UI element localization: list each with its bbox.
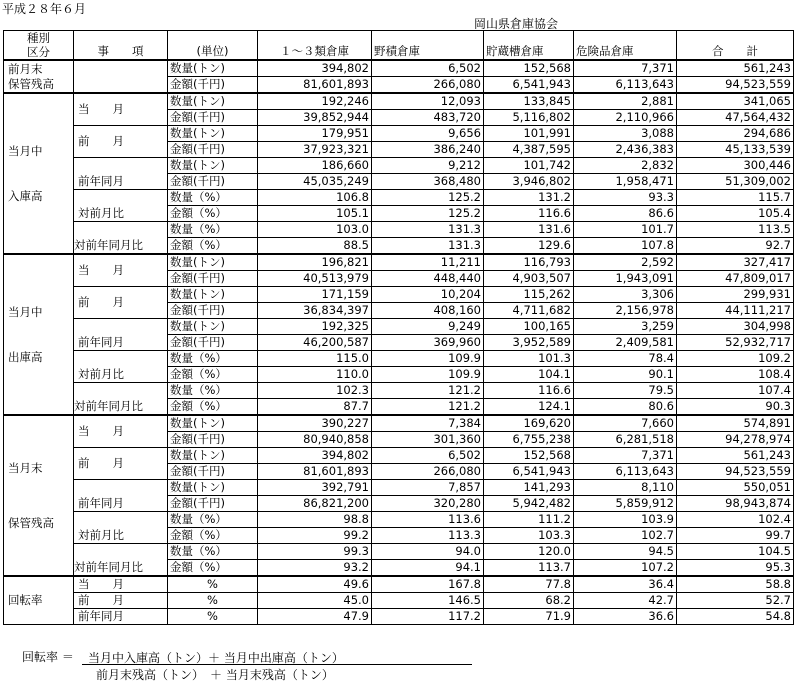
table-row: [4, 287, 794, 303]
unit-cell: 金額（%）: [168, 560, 258, 577]
section-turnover: 回転率: [4, 576, 74, 625]
table-row: [4, 351, 794, 367]
value-cell: 98,943,874: [677, 496, 794, 512]
value-cell: 3,946,802: [484, 174, 574, 190]
value-cell: 131.6: [484, 222, 574, 238]
table-row: [4, 126, 794, 142]
header-col-2: 野積倉庫: [372, 31, 484, 61]
table-row: [4, 190, 794, 206]
value-cell: 47.9: [258, 609, 372, 625]
section-label: 当月末: [8, 460, 43, 475]
value-cell: 1,958,471: [574, 174, 677, 190]
item-label: 対前年同月比: [74, 544, 168, 577]
value-cell: 146.5: [372, 593, 484, 609]
value-cell: 113.5: [677, 222, 794, 238]
value-cell: 3,306: [574, 287, 677, 303]
value-cell: 99.7: [677, 528, 794, 544]
warehouse-statistics-table: [3, 30, 794, 625]
value-cell: 2,832: [574, 158, 677, 174]
table-row: [4, 609, 794, 625]
unit-cell: 数量(トン): [168, 93, 258, 110]
value-cell: 80,940,858: [258, 432, 372, 448]
item-label: 当 月: [74, 254, 168, 287]
value-cell: 2,592: [574, 254, 677, 271]
item-label: 前年同月: [74, 319, 168, 351]
table-row: [4, 383, 794, 399]
table-row: [4, 415, 794, 432]
table-row: [4, 544, 794, 560]
value-cell: 116.6: [484, 383, 574, 399]
unit-cell: 数量(トン): [168, 319, 258, 335]
value-cell: 121.2: [372, 399, 484, 416]
value-cell: 167.8: [372, 576, 484, 593]
value-cell: 37,923,321: [258, 142, 372, 158]
value-cell: 113.7: [484, 560, 574, 577]
value-cell: 58.8: [677, 576, 794, 593]
value-cell: 192,325: [258, 319, 372, 335]
value-cell: 115,262: [484, 287, 574, 303]
unit-cell: 金額(千円): [168, 142, 258, 158]
value-cell: 294,686: [677, 126, 794, 142]
value-cell: 94,523,559: [677, 464, 794, 480]
unit-cell: 金額(千円): [168, 432, 258, 448]
value-cell: 45.0: [258, 593, 372, 609]
section-out: [4, 254, 74, 415]
section-in: [4, 93, 74, 254]
item-label: 前年同月: [74, 480, 168, 512]
table-row: [4, 319, 794, 335]
value-cell: 327,417: [677, 254, 794, 271]
value-cell: 46,200,587: [258, 335, 372, 351]
value-cell: 1,943,091: [574, 271, 677, 287]
value-cell: 7,660: [574, 415, 677, 432]
item-label: 当 月: [74, 415, 168, 448]
unit-cell: 金額(千円): [168, 464, 258, 480]
value-cell: 103.3: [484, 528, 574, 544]
value-cell: 107.2: [574, 560, 677, 577]
value-cell: 115.0: [258, 351, 372, 367]
value-cell: 7,371: [574, 448, 677, 464]
value-cell: 95.3: [677, 560, 794, 577]
value-cell: 78.4: [574, 351, 677, 367]
header-category-line1: 種別: [27, 31, 50, 45]
value-cell: 369,960: [372, 335, 484, 351]
value-cell: 105.4: [677, 206, 794, 222]
unit-cell: 数量（%）: [168, 544, 258, 560]
value-cell: 10,204: [372, 287, 484, 303]
table-row: [4, 480, 794, 496]
section-label: 入庫高: [8, 188, 43, 203]
value-cell: 104.5: [677, 544, 794, 560]
value-cell: 92.7: [677, 238, 794, 255]
table-row: [4, 448, 794, 464]
unit-cell: %: [168, 576, 258, 593]
table-row: [4, 158, 794, 174]
value-cell: 192,246: [258, 93, 372, 110]
value-cell: 574,891: [677, 415, 794, 432]
value-cell: 108.4: [677, 367, 794, 383]
value-cell: 99.2: [258, 528, 372, 544]
item-label: 対前年同月比: [74, 383, 168, 416]
value-cell: 116.6: [484, 206, 574, 222]
value-cell: 301,360: [372, 432, 484, 448]
unit-cell: 数量（%）: [168, 512, 258, 528]
value-cell: 105.1: [258, 206, 372, 222]
section-label: 出庫高: [8, 349, 43, 364]
value-cell: 9,212: [372, 158, 484, 174]
section-end-stock: [4, 415, 74, 576]
value-cell: 152,568: [484, 448, 574, 464]
value-cell: 52.7: [677, 593, 794, 609]
value-cell: 44,111,217: [677, 303, 794, 319]
value-cell: 101,742: [484, 158, 574, 174]
value-cell: 125.2: [372, 190, 484, 206]
value-cell: 88.5: [258, 238, 372, 255]
value-cell: 115.7: [677, 190, 794, 206]
value-cell: 113.6: [372, 512, 484, 528]
value-cell: 47,564,432: [677, 110, 794, 126]
value-cell: 104.1: [484, 367, 574, 383]
header-category: [4, 31, 74, 61]
value-cell: 300,446: [677, 158, 794, 174]
formula-fraction-bar: [82, 664, 472, 665]
section-label: 保管残高: [8, 76, 54, 91]
value-cell: 483,720: [372, 110, 484, 126]
value-cell: 90.1: [574, 367, 677, 383]
unit-cell: 数量(トン): [168, 480, 258, 496]
item-label: 前年同月: [74, 609, 168, 625]
value-cell: 9,249: [372, 319, 484, 335]
value-cell: 109.2: [677, 351, 794, 367]
value-cell: 121.2: [372, 383, 484, 399]
unit-cell: 金額（%）: [168, 238, 258, 255]
value-cell: 94.1: [372, 560, 484, 577]
table-row: [4, 576, 794, 593]
value-cell: 386,240: [372, 142, 484, 158]
table-row: [4, 512, 794, 528]
value-cell: 6,541,943: [484, 464, 574, 480]
value-cell: 94.0: [372, 544, 484, 560]
header-col-3: 貯蔵槽倉庫: [484, 31, 574, 61]
header-col-4: 危険品倉庫: [574, 31, 677, 61]
unit-cell: 金額(千円): [168, 303, 258, 319]
value-cell: 6,541,943: [484, 77, 574, 94]
value-cell: 93.3: [574, 190, 677, 206]
table-row: [4, 222, 794, 238]
value-cell: 106.8: [258, 190, 372, 206]
value-cell: 120.0: [484, 544, 574, 560]
value-cell: 2,881: [574, 93, 677, 110]
value-cell: 102.3: [258, 383, 372, 399]
header-unit: (単位): [168, 31, 258, 61]
section-label: 当月中: [8, 304, 43, 319]
unit-cell: 金額(千円): [168, 496, 258, 512]
table-row: [4, 93, 794, 110]
value-cell: 110.0: [258, 367, 372, 383]
value-cell: 141,293: [484, 480, 574, 496]
unit-cell: 金額(千円): [168, 335, 258, 351]
value-cell: 129.6: [484, 238, 574, 255]
value-cell: 169,620: [484, 415, 574, 432]
value-cell: 68.2: [484, 593, 574, 609]
value-cell: 394,802: [258, 448, 372, 464]
value-cell: 94,278,974: [677, 432, 794, 448]
formula-denominator: 前月末残高（トン） ＋ 当月末残高（トン）: [96, 668, 334, 682]
formula-numerator: 当月中入庫高（トン）＋ 当月中出庫高（トン）: [88, 651, 344, 665]
value-cell: 6,281,518: [574, 432, 677, 448]
value-cell: 86.6: [574, 206, 677, 222]
value-cell: 94,523,559: [677, 77, 794, 94]
unit-cell: 金額(千円): [168, 174, 258, 190]
value-cell: 3,952,589: [484, 335, 574, 351]
value-cell: 394,802: [258, 60, 372, 77]
unit-cell: 数量(トン): [168, 415, 258, 432]
value-cell: 40,513,979: [258, 271, 372, 287]
value-cell: 107.8: [574, 238, 677, 255]
value-cell: 109.9: [372, 367, 484, 383]
value-cell: 4,903,507: [484, 271, 574, 287]
value-cell: 368,480: [372, 174, 484, 190]
value-cell: 80.6: [574, 399, 677, 416]
item-label: 前 月: [74, 287, 168, 319]
unit-cell: 金額（%）: [168, 399, 258, 416]
value-cell: 179,951: [258, 126, 372, 142]
value-cell: 196,821: [258, 254, 372, 271]
item-label: 対前月比: [74, 512, 168, 544]
value-cell: 107.4: [677, 383, 794, 399]
value-cell: 45,035,249: [258, 174, 372, 190]
unit-cell: 数量(トン): [168, 126, 258, 142]
unit-cell: 数量（%）: [168, 222, 258, 238]
value-cell: 171,159: [258, 287, 372, 303]
value-cell: 131.2: [484, 190, 574, 206]
value-cell: 6,755,238: [484, 432, 574, 448]
item-label: 前 月: [74, 126, 168, 158]
unit-cell: 金額（%）: [168, 367, 258, 383]
unit-cell: 金額（%）: [168, 528, 258, 544]
value-cell: 86,821,200: [258, 496, 372, 512]
value-cell: 12,093: [372, 93, 484, 110]
value-cell: 47,809,017: [677, 271, 794, 287]
item-label: 当 月: [74, 576, 168, 593]
value-cell: 320,280: [372, 496, 484, 512]
unit-cell: 数量(トン): [168, 60, 258, 77]
value-cell: 71.9: [484, 609, 574, 625]
header-item: 事 項: [74, 31, 168, 61]
header-row: [4, 31, 794, 61]
value-cell: 408,160: [372, 303, 484, 319]
item-label: 前年同月: [74, 158, 168, 190]
item-label: 対前月比: [74, 351, 168, 383]
value-cell: 99.3: [258, 544, 372, 560]
value-cell: 113.3: [372, 528, 484, 544]
value-cell: 125.2: [372, 206, 484, 222]
value-cell: 98.8: [258, 512, 372, 528]
value-cell: 109.9: [372, 351, 484, 367]
item-label: 前 月: [74, 593, 168, 609]
section-label: 前月末: [8, 61, 43, 76]
value-cell: 117.2: [372, 609, 484, 625]
value-cell: 102.7: [574, 528, 677, 544]
value-cell: 42.7: [574, 593, 677, 609]
table-row: [4, 254, 794, 271]
unit-cell: 数量(トン): [168, 287, 258, 303]
value-cell: 81,601,893: [258, 77, 372, 94]
value-cell: 4,387,595: [484, 142, 574, 158]
value-cell: 93.2: [258, 560, 372, 577]
value-cell: 6,113,643: [574, 77, 677, 94]
value-cell: 6,502: [372, 60, 484, 77]
value-cell: 3,088: [574, 126, 677, 142]
value-cell: 266,080: [372, 77, 484, 94]
value-cell: 5,859,912: [574, 496, 677, 512]
value-cell: 5,942,482: [484, 496, 574, 512]
value-cell: 7,857: [372, 480, 484, 496]
unit-cell: %: [168, 609, 258, 625]
item-label: 前 月: [74, 448, 168, 480]
header-category-line2: 区分: [27, 45, 50, 59]
value-cell: 131.3: [372, 222, 484, 238]
value-cell: 36,834,397: [258, 303, 372, 319]
table-row: [4, 60, 794, 77]
value-cell: 341,065: [677, 93, 794, 110]
item-label: 当 月: [74, 93, 168, 126]
value-cell: 45,133,539: [677, 142, 794, 158]
value-cell: 36.6: [574, 609, 677, 625]
value-cell: 266,080: [372, 464, 484, 480]
unit-cell: 数量(トン): [168, 448, 258, 464]
value-cell: 304,998: [677, 319, 794, 335]
unit-cell: 金額(千円): [168, 271, 258, 287]
value-cell: 2,436,383: [574, 142, 677, 158]
value-cell: 52,932,717: [677, 335, 794, 351]
value-cell: 102.4: [677, 512, 794, 528]
organization-name: 岡山県倉庫協会: [474, 17, 559, 31]
value-cell: 101,991: [484, 126, 574, 142]
value-cell: 116,793: [484, 254, 574, 271]
value-cell: 49.6: [258, 576, 372, 593]
value-cell: 2,156,978: [574, 303, 677, 319]
value-cell: 81,601,893: [258, 464, 372, 480]
value-cell: 2,110,966: [574, 110, 677, 126]
value-cell: 390,227: [258, 415, 372, 432]
value-cell: 299,931: [677, 287, 794, 303]
item-cell: [74, 60, 168, 93]
table-row: [4, 593, 794, 609]
value-cell: 79.5: [574, 383, 677, 399]
value-cell: 39,852,944: [258, 110, 372, 126]
unit-cell: 金額（%）: [168, 206, 258, 222]
unit-cell: 数量（%）: [168, 190, 258, 206]
unit-cell: 金額(千円): [168, 77, 258, 94]
item-label: 対前月比: [74, 190, 168, 222]
value-cell: 7,371: [574, 60, 677, 77]
value-cell: 9,656: [372, 126, 484, 142]
section-prev-stock: [4, 60, 74, 93]
value-cell: 561,243: [677, 448, 794, 464]
unit-cell: %: [168, 593, 258, 609]
section-label: 保管残高: [8, 515, 54, 530]
value-cell: 77.8: [484, 576, 574, 593]
value-cell: 101.7: [574, 222, 677, 238]
unit-cell: 数量（%）: [168, 351, 258, 367]
value-cell: 6,502: [372, 448, 484, 464]
unit-cell: 数量（%）: [168, 383, 258, 399]
value-cell: 100,165: [484, 319, 574, 335]
value-cell: 111.2: [484, 512, 574, 528]
value-cell: 11,211: [372, 254, 484, 271]
unit-cell: 数量(トン): [168, 254, 258, 271]
value-cell: 2,409,581: [574, 335, 677, 351]
value-cell: 152,568: [484, 60, 574, 77]
value-cell: 392,791: [258, 480, 372, 496]
value-cell: 90.3: [677, 399, 794, 416]
value-cell: 103.0: [258, 222, 372, 238]
value-cell: 131.3: [372, 238, 484, 255]
formula-label: 回転率 ＝: [22, 650, 74, 664]
item-label: 対前年同月比: [74, 222, 168, 255]
value-cell: 550,051: [677, 480, 794, 496]
header-col-total: 合 計: [677, 31, 794, 61]
unit-cell: 金額(千円): [168, 110, 258, 126]
header-col-1: １～３類倉庫: [258, 31, 372, 61]
value-cell: 51,309,002: [677, 174, 794, 190]
value-cell: 3,259: [574, 319, 677, 335]
value-cell: 5,116,802: [484, 110, 574, 126]
section-label: 当月中: [8, 143, 43, 158]
value-cell: 101.3: [484, 351, 574, 367]
value-cell: 133,845: [484, 93, 574, 110]
value-cell: 6,113,643: [574, 464, 677, 480]
value-cell: 103.9: [574, 512, 677, 528]
value-cell: 124.1: [484, 399, 574, 416]
value-cell: 4,711,682: [484, 303, 574, 319]
value-cell: 7,384: [372, 415, 484, 432]
value-cell: 36.4: [574, 576, 677, 593]
report-date: 平成２８年６月: [2, 2, 87, 16]
unit-cell: 数量(トン): [168, 158, 258, 174]
value-cell: 54.8: [677, 609, 794, 625]
value-cell: 94.5: [574, 544, 677, 560]
value-cell: 448,440: [372, 271, 484, 287]
value-cell: 87.7: [258, 399, 372, 416]
value-cell: 186,660: [258, 158, 372, 174]
value-cell: 8,110: [574, 480, 677, 496]
value-cell: 561,243: [677, 60, 794, 77]
